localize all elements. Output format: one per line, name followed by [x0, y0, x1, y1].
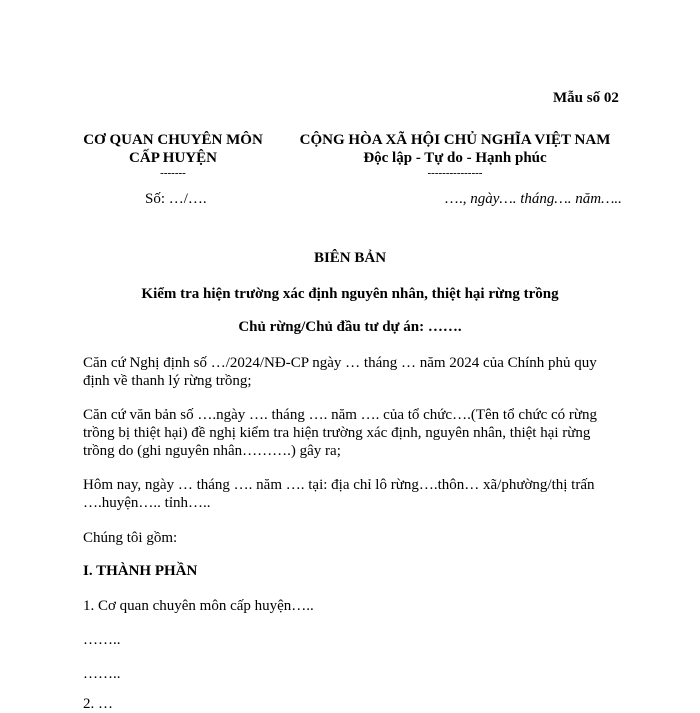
agency-header [78, 131, 268, 179]
form-number: Mẫu số 02 [553, 90, 619, 106]
paragraph-decree: Căn cứ Nghị định số …/2024/NĐ-CP ngày … tháng … năm 2024 của Chính phủ quy định về thanh lý rừng trồng; [83, 355, 597, 389]
paragraph-members-intro: Chúng tôi gồm: [83, 530, 178, 546]
national-motto: Độc lập - Tự do - Hạnh phúc [363, 150, 547, 166]
document-number: Số: …/…. [145, 191, 207, 207]
national-divider: --------------- [427, 167, 483, 179]
member-line-3: …….. [83, 666, 121, 682]
agency-name-line2: CẤP HUYỆN [129, 150, 217, 166]
member-line-2: …….. [83, 632, 121, 648]
paragraph-request: Căn cứ văn bản số ….ngày …. tháng …. năm …. của tổ chức….(Tên tổ chức có rừng trồng bị thiệt hại) đề nghị kiểm tra hiện trường xác định, nguyên nhân, thiệt hại rừng trồng do (ghi nguyên nhân……….) gây ra; [83, 407, 598, 459]
section-title: I. THÀNH PHẦN [83, 563, 198, 579]
agency-name-line1: CƠ QUAN CHUYÊN MÔN [83, 132, 263, 148]
member-line-4: 2. … [83, 696, 113, 712]
document-title: BIÊN BẢN [313, 250, 387, 266]
agency-divider: ------- [160, 167, 186, 179]
national-title: CỘNG HÒA XÃ HỘI CHỦ NGHĨA VIỆT NAM [299, 132, 611, 148]
paragraph-date-place: Hôm nay, ngày … tháng …. năm …. tại: địa chỉ lô rừng….thôn… xã/phường/thị trấn ….huyện….. tỉnh….. [83, 477, 595, 511]
member-line-1: 1. Cơ quan chuyên môn cấp huyện….. [83, 598, 314, 614]
date-text: ngày…. tháng…. năm….. [470, 191, 622, 207]
date-line [444, 191, 622, 208]
document-subtitle: Kiểm tra hiện trường xác định nguyên nhân, thiệt hại rừng trồng [141, 286, 559, 302]
owner-line: Chủ rừng/Chủ đầu tư dự án: ……. [238, 319, 462, 335]
date-place: …., [444, 191, 471, 207]
national-header [282, 131, 628, 179]
